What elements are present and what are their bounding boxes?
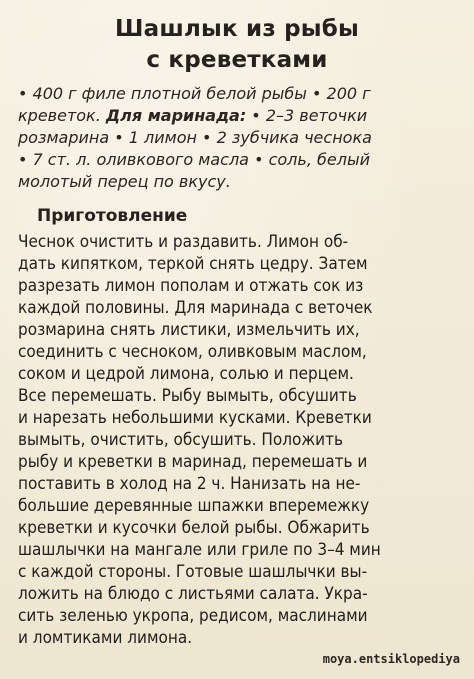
preparation-line: ложить на блюдо с листьями салата. Укра- — [18, 584, 368, 604]
ingredients-line: розмарина • 1 лимон • 2 зубчика чеснока — [18, 128, 372, 147]
preparation-line: шашлычки на мангале или гриле по 3–4 мин — [18, 540, 381, 560]
preparation-text — [18, 231, 470, 649]
preparation-line: и ломтиками лимона. — [18, 628, 193, 648]
preparation-line: розмарина снять листики, измельчить их, — [18, 320, 360, 340]
ingredients-text: • 2–3 веточки — [246, 106, 368, 125]
ingredients-line: • 7 ст. л. оливкового масла • соль, белый — [18, 150, 370, 169]
ingredients-line: молотый перец по вкусу. — [18, 172, 231, 191]
preparation-line: разрезать лимон пополам и отжать сок из — [18, 276, 364, 296]
recipe-title-line-1: Шашлык из рыбы — [114, 16, 360, 42]
preparation-line: дать кипятком, теркой снять цедру. Затем — [18, 254, 368, 274]
preparation-line: поставить в холод на 2 ч. Нанизать на не- — [18, 474, 361, 494]
preparation-line: Все перемешать. Рыбу вымыть, обсушить — [18, 386, 357, 406]
preparation-line: вымыть, очистить, обсушить. Положить — [18, 430, 343, 450]
marinade-label: Для маринада: — [105, 106, 247, 125]
ingredients-line: • 400 г филе плотной белой рыбы • 200 г — [18, 84, 371, 103]
preparation-line: и нарезать небольшими кусками. Креветки — [18, 408, 372, 428]
preparation-line: соединить с чесноком, оливковым маслом, — [18, 342, 367, 362]
preparation-line: Чеснок очистить и раздавить. Лимон об- — [18, 232, 349, 252]
recipe-title-line-2: с креветками — [146, 47, 328, 73]
preparation-line: соком и цедрой лимона, солью и перцем. — [18, 364, 354, 384]
preparation-line: сить зеленью укропа, редисом, маслинами — [18, 606, 368, 626]
preparation-line: рыбу и креветки в маринад, перемешать и — [18, 452, 368, 472]
preparation-line: большие деревянные шпажки вперемежку — [18, 496, 370, 516]
preparation-line: креветки и кусочки белой рыбы. Обжарить — [18, 518, 370, 538]
preparation-line: с каждой стороны. Готовые шашлычки вы- — [18, 562, 368, 582]
preparation-line: каждой половины. Для маринада с веточек — [18, 298, 373, 318]
ingredients-text: креветок. — [18, 106, 106, 125]
source-watermark: moya.entsiklopediya — [322, 652, 460, 666]
preparation-heading: Приготовление — [37, 206, 188, 226]
ingredients-line — [18, 105, 466, 127]
